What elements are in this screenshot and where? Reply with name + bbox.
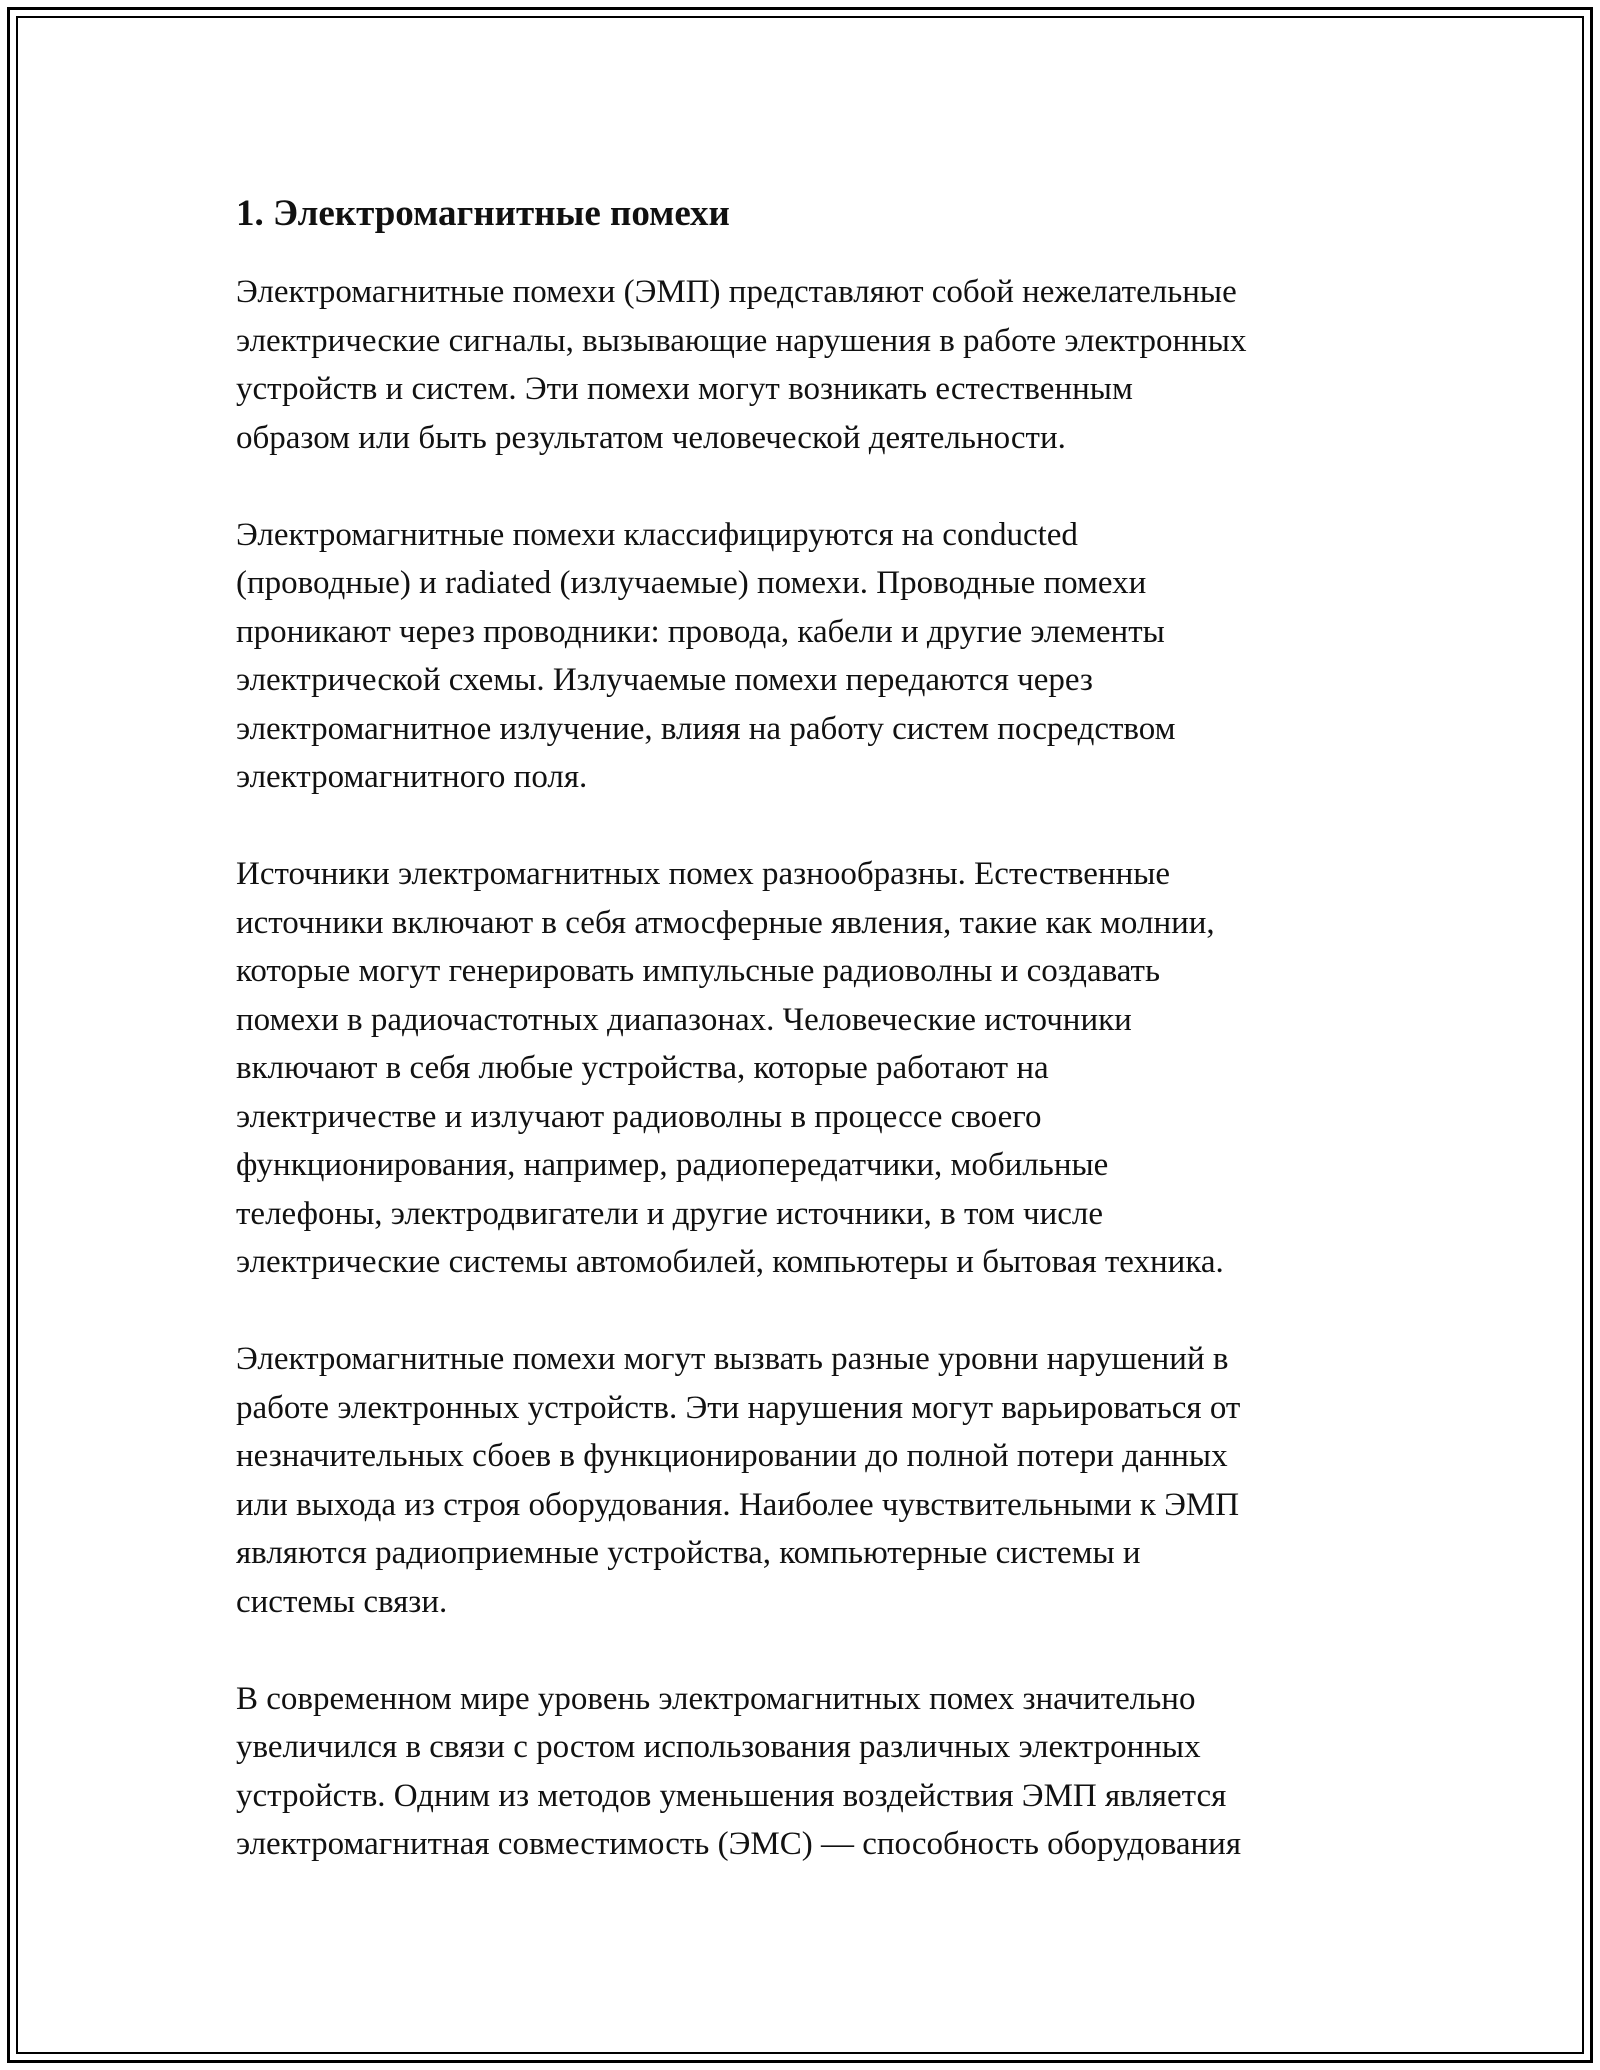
- paragraph-modern-world: В современном мире уровень электромагнитных помех значительно увеличился в связи с ростом использования различных электронных устройств. Одним из методов уменьшения воздействия ЭМП является электромагнитная совместимость (ЭМС) — способность оборудования: [236, 1680, 1242, 1862]
- paragraph-classification: Электромагнитные помехи классифицируются на conducted (проводные) и radiated (излучаемые) помехи. Проводные помехи проникают через проводники: провода, кабели и другие элементы электрической схемы. Излучаемые помехи передаются через электромагнитное излучение, влияя на работу систем посредством электромагнитного поля.: [236, 516, 1176, 795]
- section-heading: 1. Электромагнитные помехи: [236, 193, 730, 234]
- paragraph-definition: Электромагнитные помехи (ЭМП) представляют собой нежелательные электрические сигналы, вызывающие нарушения в работе электронных устройств и систем. Эти помехи могут возникать естественным образом или быть результатом человеческой деятельности.: [236, 274, 1247, 456]
- document-body: [236, 190, 1396, 1917]
- paragraph-effects: Электромагнитные помехи могут вызвать разные уровни нарушений в работе электронных устройств. Эти нарушения могут варьироваться от незначительных сбоев в функционировании до полной потери данных или выхода из строя оборудования. Наиболее чувствительными к ЭМП являются радиоприемные устройства, компьютерные системы и системы связи.: [236, 1341, 1241, 1620]
- paragraph-sources: Источники электромагнитных помех разнообразны. Естественные источники включают в себя атмосферные явления, такие как молнии, которые могут генерировать импульсные радиоволны и создавать помехи в радиочастотных диапазонах. Человеческие источники включают в себя любые устройства, которые работают на электричестве и излучают радиоволны в процессе своего функционирования, например, радиопередатчики, мобильные телефоны, электродвигатели и другие источники, в том числе электрические системы автомобилей, компьютеры и бытовая техника.: [236, 856, 1224, 1280]
